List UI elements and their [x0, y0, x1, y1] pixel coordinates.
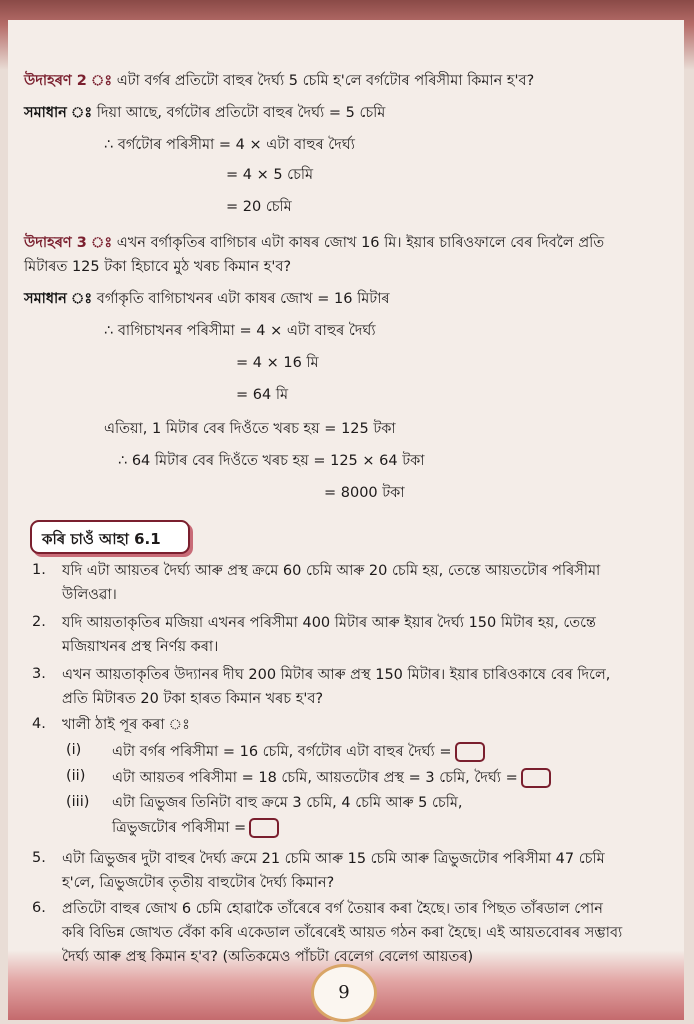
sub-item-iii-text2: ত্ৰিভুজটোৰ পৰিসীমা = [112, 820, 247, 836]
item-1-line-2: উলিওৱা। [62, 587, 117, 603]
textbook-page [8, 20, 684, 1020]
item-6-line-3: দৈৰ্ঘ্য আৰু প্ৰস্থ কিমান হ'ব? (অতিকমেও পাঁচটা বেলেগ বেলেগ আয়তৰ) [62, 949, 474, 965]
item-4-number: 4. [32, 716, 46, 732]
item-6-line-2: কৰি বিভিন্ন জোখত বেঁকা কৰি একেডাল তাঁৰেৰেই আয়ত গঠন কৰা হৈছে। এই আয়তবোৰৰ সম্ভাব্য [62, 925, 623, 941]
example3-step-4: = 64 মি [236, 387, 289, 403]
example2-label: উদাহৰণ 2 ঃ [24, 73, 113, 89]
example3-step-3: = 4 × 16 মি [236, 355, 319, 371]
sub-item-iii-line-2 [112, 818, 279, 838]
item-2-line-1: যদি আয়তাকৃতিৰ মজিয়া এখনৰ পৰিসীমা 400 মিটাৰ আৰু ইয়াৰ দৈৰ্ঘ্য 150 মিটাৰ হয়, তেন্তে [62, 615, 596, 631]
answer-box-i[interactable] [455, 742, 485, 762]
example3-step-1: বৰ্গাকৃতি বাগিচাখনৰ এটা কাষৰ জোখ = 16 মিটাৰ [96, 291, 390, 307]
example2-step-3: = 4 × 5 চেমি [226, 167, 314, 183]
exercise-title: কৰি চাওঁ আহা 6.1 [42, 530, 161, 548]
item-2-line-2: মজিয়াখনৰ প্ৰস্থ নিৰ্ণয় কৰা। [62, 639, 219, 655]
example2-step-1: দিয়া আছে, বৰ্গটোৰ প্ৰতিটো বাহুৰ দৈৰ্ঘ্য = 5 চেমি [96, 105, 386, 121]
exercise-heading [30, 520, 190, 554]
sub-item-i [112, 742, 485, 762]
example2-step-2: ∴ বৰ্গটোৰ পৰিসীমা = 4 × এটা বাহুৰ দৈৰ্ঘ্য [104, 137, 355, 153]
example3-solution-label: সমাধান ঃ [24, 291, 93, 307]
item-6-line-1: প্ৰতিটো বাহুৰ জোখ 6 চেমি হোৱাকৈ তাঁৰেৰে বৰ্গ তৈয়াৰ কৰা হৈছে। তাৰ পিছত তাঁৰডাল পোন [62, 901, 603, 917]
item-2-number: 2. [32, 614, 46, 630]
example3-step-6: ∴ 64 মিটাৰ বেৰ দিওঁতে খৰচ হয় = 125 × 64 টকা [118, 453, 425, 469]
item-3-line-1: এখন আয়তাকৃতিৰ উদ্যানৰ দীঘ 200 মিটাৰ আৰু প্ৰস্থ 150 মিটাৰ। ইয়াৰ চাৰিওকাষে বেৰ দিলে, [62, 667, 611, 683]
item-5-line-2: হ'লে, ত্ৰিভুজটোৰ তৃতীয় বাহুটোৰ দৈৰ্ঘ্য কিমান? [62, 875, 335, 891]
example3-question-2: মিটাৰত 125 টকা হিচাবে মুঠ খৰচ কিমান হ'ব? [24, 259, 292, 275]
example2-solution-label: সমাধান ঃ [24, 105, 93, 121]
item-5-number: 5. [32, 850, 46, 866]
example2-question: এটা বৰ্গৰ প্ৰতিটো বাহুৰ দৈৰ্ঘ্য 5 চেমি হ'লে বৰ্গটোৰ পৰিসীমা কিমান হ'ব? [116, 73, 535, 89]
example3-step-2: ∴ বাগিচাখনৰ পৰিসীমা = 4 × এটা বাহুৰ দৈৰ্ঘ্য [104, 323, 376, 339]
item-1-line-1: যদি এটা আয়তৰ দৈৰ্ঘ্য আৰু প্ৰস্থ ক্ৰমে 60 চেমি আৰু 20 চেমি হয়, তেন্তে আয়তটোৰ পৰিসীমা [62, 563, 601, 579]
item-4-line-1: খালী ঠাই পূৰ কৰা ঃ [62, 717, 190, 733]
example3-label: উদাহৰণ 3 ঃ [24, 235, 113, 251]
item-6-number: 6. [32, 900, 46, 916]
example3-step-7: = 8000 টকা [324, 485, 405, 501]
sub-item-ii-number: (ii) [66, 768, 86, 784]
item-3-number: 3. [32, 666, 46, 682]
item-5-line-1: এটা ত্ৰিভুজৰ দুটা বাহুৰ দৈৰ্ঘ্য ক্ৰমে 21 চেমি আৰু 15 চেমি আৰু ত্ৰিভুজটোৰ পৰিসীমা 47 চেমি [62, 851, 605, 867]
sub-item-i-text: এটা বৰ্গৰ পৰিসীমা = 16 চেমি, বৰ্গটোৰ এটা বাহুৰ দৈৰ্ঘ্য = [112, 744, 452, 760]
sub-item-ii [112, 768, 551, 788]
example2-solution-line [24, 104, 385, 122]
example2-question-line [24, 72, 534, 90]
item-1-number: 1. [32, 562, 46, 578]
answer-box-ii[interactable] [521, 768, 551, 788]
sub-item-ii-text: এটা আয়তৰ পৰিসীমা = 18 চেমি, আয়তটোৰ প্ৰস্থ = 3 চেমি, দৈৰ্ঘ্য = [112, 770, 518, 786]
example3-question-1: এখন বৰ্গাকৃতিৰ বাগিচাৰ এটা কাষৰ জোখ 16 মি। ইয়াৰ চাৰিওফালে বেৰ দিবলৈ প্ৰতি [116, 235, 605, 251]
example3-step-5: এতিয়া, 1 মিটাৰ বেৰ দিওঁতে খৰচ হয় = 125 টকা [104, 421, 396, 437]
sub-item-iii-line-1: এটা ত্ৰিভুজৰ তিনিটা বাহু ক্ৰমে 3 চেমি, 4 চেমি আৰু 5 চেমি, [112, 795, 463, 811]
sub-item-iii-number: (iii) [66, 794, 90, 810]
page-number: 9 [311, 964, 377, 1022]
answer-box-iii[interactable] [249, 818, 279, 838]
example3-question-line1 [24, 234, 604, 252]
example3-solution-line [24, 290, 390, 308]
example2-step-4: = 20 চেমি [226, 199, 292, 215]
item-3-line-2: প্ৰতি মিটাৰত 20 টকা হাৰত কিমান খৰচ হ'ব? [62, 691, 324, 707]
sub-item-i-number: (i) [66, 742, 82, 758]
